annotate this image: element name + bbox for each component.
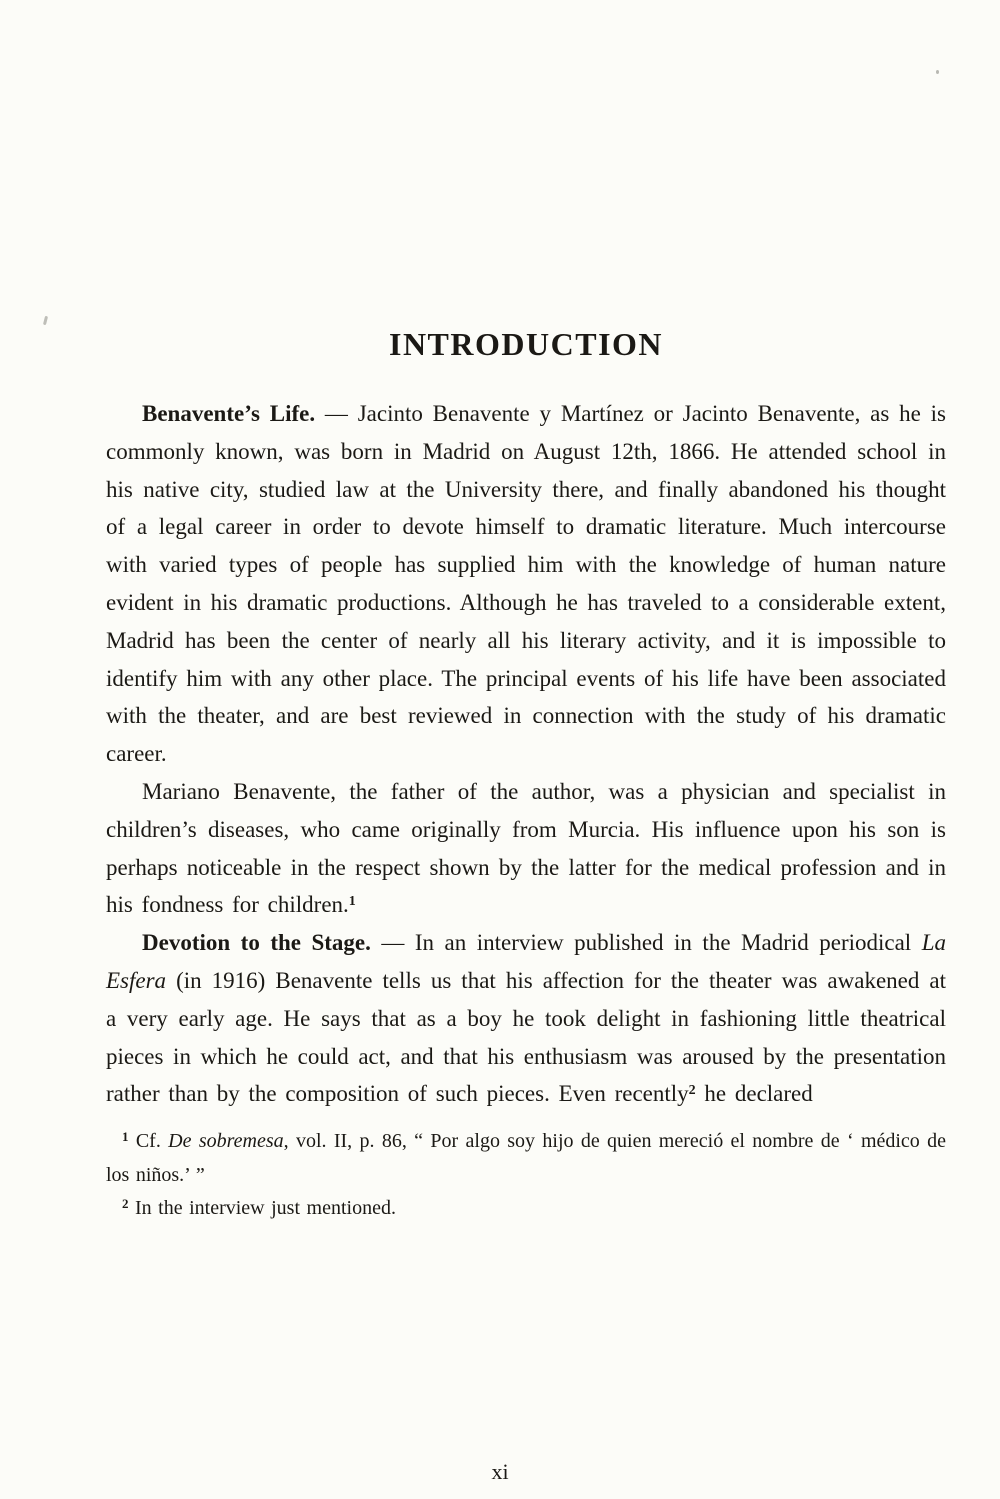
- footnote-2: [106, 1192, 946, 1226]
- paragraph-benaventes-life: [106, 395, 946, 773]
- footnotes-section: [106, 1125, 946, 1226]
- footnote-ref-1: 1: [348, 894, 356, 910]
- paragraph-text: Mariano Benavente, the father of the author, was a physician and specialist in children’s diseases, who came originally from Murcia. His influence upon his son is perhaps noticeable in the respect shown by the latter for the medical profession and in his fondness for children.: [106, 778, 946, 918]
- paragraph-text: he declared: [695, 1081, 813, 1107]
- scan-artifact: [43, 316, 48, 325]
- book-title: De sobremesa: [168, 1130, 284, 1153]
- paragraph-text: — In an interview published in the Madrid periodical: [370, 930, 922, 956]
- paragraph-text: (in 1916) Benavente tells us that his affection for the theater was awakened at a very early age. He says that as a boy he took delight in fashioning little theatrical pieces in which he could act, and that his enthusiasm was aroused by the presentation rather than by the composition of such pieces. Even recently: [106, 967, 946, 1107]
- page-content: [106, 326, 946, 1226]
- footnote-text: In the interview just mentioned.: [128, 1197, 396, 1220]
- footnote-text: , vol. II, p. 86, “ Por algo soy hijo de quien mereció el nombre de ‘ médico de los niños.’ ”: [106, 1130, 947, 1186]
- chapter-title: INTRODUCTION: [388, 326, 664, 362]
- footnote-text: Cf.: [128, 1130, 169, 1153]
- paragraph-devotion-to-stage: [106, 924, 946, 1113]
- footnote-1: [106, 1125, 946, 1192]
- paragraph-lead-devotion: Devotion to the Stage.: [142, 930, 371, 956]
- footnote-marker-1: 1: [122, 1129, 129, 1145]
- footnote-ref-2: 2: [688, 1083, 696, 1099]
- scan-artifact: [936, 70, 939, 74]
- page-number: xi: [491, 1459, 509, 1484]
- paragraph-lead-benaventes-life: Benavente’s Life.: [142, 401, 316, 426]
- periodical-title: La Esfera: [106, 930, 946, 993]
- footnote-marker-2: 2: [122, 1196, 129, 1212]
- paragraph-mariano-benavente: [106, 773, 946, 924]
- paragraph-text: — Jacinto Benavente y Martínez or Jacinto Benavente, as he is commonly known, was born in Madrid on August 12th, 1866. He attended school in his native city, studied law at the University there, and finally abandoned his thought of a legal career in order to devote himself to dramatic literature. Much intercourse with varied types of people has supplied him with the knowledge of human nature evident in his dramatic productions. Although he has traveled to a considerable extent, Madrid has been the center of nearly all his literary activity, and it is impossible to identify him with any other place. The principal events of his life have been associated with the theater, and are best reviewed in connection with the study of his dramatic career.: [106, 401, 946, 767]
